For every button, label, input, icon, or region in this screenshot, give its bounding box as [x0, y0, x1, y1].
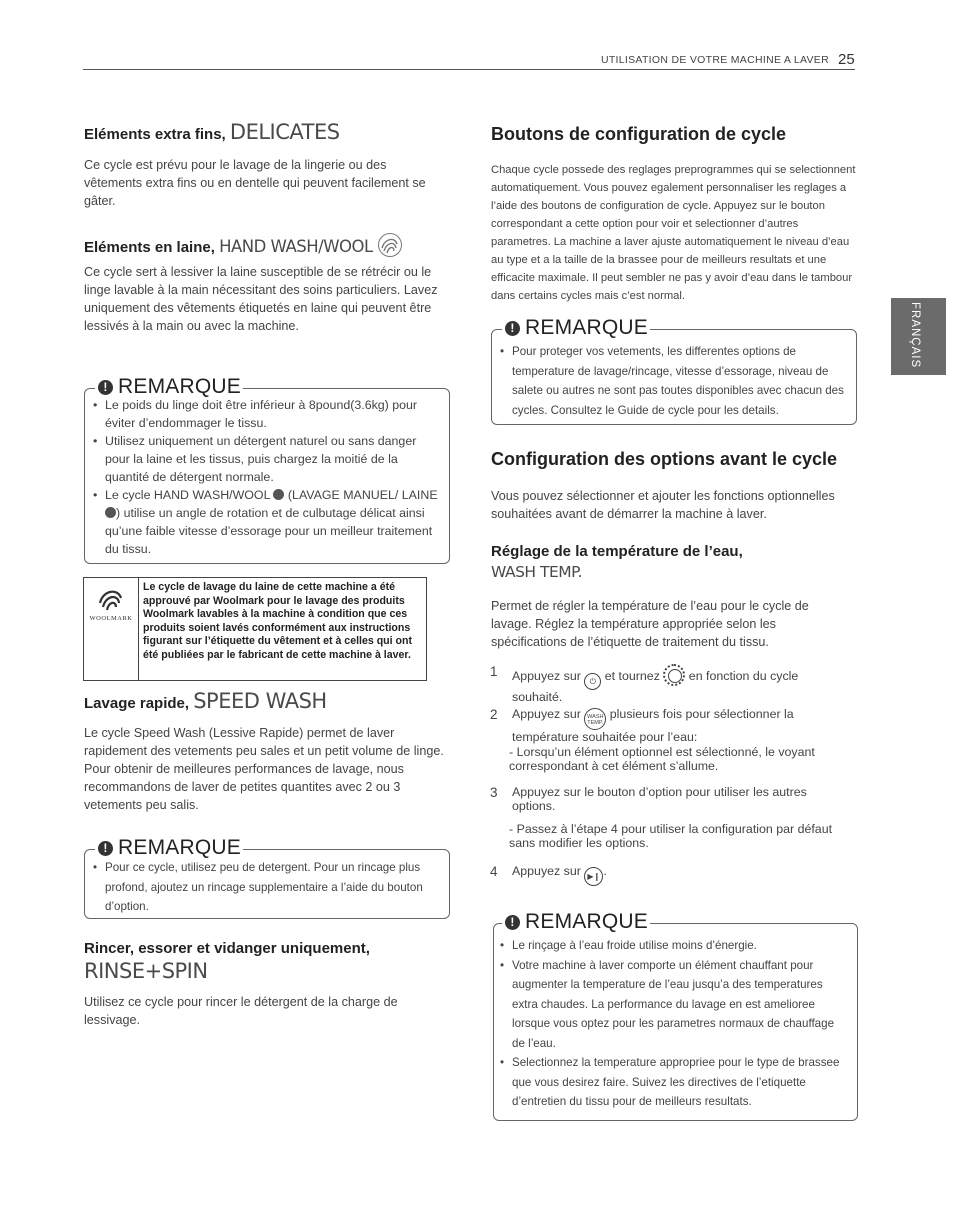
woolmark-icon	[96, 584, 126, 614]
power-button-icon[interactable]: ⏻	[584, 673, 601, 690]
note-item: • Le cycle HAND WASH/WOOL (LAVAGE MANUEL/ LAINE ) utilise un angle de rotation et de culbutage délicat ainsi qu’une faible vitesse d’essorage pour un meilleur traitement du tissu.	[91, 486, 443, 558]
step-2-sub: - Lorsqu’un élément optionnel est sélectionné, le voyant correspondant à cet élément s’allume.	[509, 745, 815, 773]
step-3-sub: - Passez à l’étape 4 pour utiliser la configuration par défaut sans modifier les options.	[509, 822, 833, 850]
page-number: 25	[838, 51, 855, 68]
exclamation-icon: !	[505, 321, 520, 336]
temp-cycle-name: WASH TEMP.	[491, 563, 582, 581]
speedwash-cycle-name: SPEED WASH	[193, 689, 327, 713]
wool-icon	[377, 232, 403, 258]
temp-heading: Réglage de la température de l’eau, WASH TEMP.	[491, 543, 743, 581]
note-handwash	[84, 375, 450, 564]
config-heading: Boutons de configuration de cycle	[491, 124, 787, 144]
temp-text: Permet de régler la température de l’eau pour le cycle de lavage. Réglez la température appropriée selon les spécifications de l’étiquette de traitement du tissu.	[491, 599, 809, 649]
cycle-dial-icon[interactable]	[663, 664, 685, 686]
wool-icon	[105, 507, 116, 518]
woolmark-text: Le cycle de lavage du laine de cette machine a été approuvé par Woolmark pour le lavage des produits Woolmark lavables à la machine à condition que ces produits soient lavés conformément aux instructions figurant sur l’étiquette du vêtement et à celles qui ont été publiées par le fabricant de cette machine à laver.	[143, 581, 413, 661]
config-text: Chaque cycle possede des reglages preprogrammes qui se selectionnent automatiquement. Vous pouvez egalement personnaliser les reglages a l’aide des boutons de configuration de cycle. Appuyez sur le bouton correspondant a cette option pour voir et selectionner d’autres parametres. La machine a laver ajuste automatiquement le niveau d’eau au type et a la taille de la brassee pour de meilleurs resultats et une efficacite maximale. Il peut sembler ne pas y avoir d’eau dans le tambour dans certains cycles mais c’est normal.	[491, 164, 856, 302]
rinse-cycle-name: RINSE+SPIN	[84, 959, 208, 983]
rinse-heading: Rincer, essorer et vidanger uniquement, RINSE+SPIN	[84, 940, 370, 983]
delicates-heading: Eléments extra fins, DELICATES	[84, 120, 340, 144]
wool-icon	[273, 489, 284, 500]
rinse-text: Utilisez ce cycle pour rincer le détergent de la charge de lessivage.	[84, 995, 398, 1027]
woolmark-logo	[84, 578, 139, 680]
language-tab	[891, 298, 946, 375]
header-rule	[83, 69, 855, 70]
woolmark-box	[83, 577, 427, 681]
note-title: ! REMARQUE	[95, 375, 243, 399]
note-item: • Utilisez uniquement un détergent naturel ou sans danger pour la laine et les tissus, puis chargez la moitié de la quantité de détergent normale.	[91, 432, 443, 486]
note-item: • Pour proteger vos vetements, les differentes options de temperature de lavage/rincage, vitesse d’essorage, niveau de salete ou autres ne sont pas toutes disponibles avec chacun des cycles. Consultez le Guide de cycle pour les details.	[498, 342, 848, 420]
exclamation-icon: !	[505, 915, 520, 930]
speedwash-text: Le cycle Speed Wash (Lessive Rapide) permet de laver rapidement des vetements peu sales et un petit volume de linge. Pour obtenir de meilleures performances de lavage, nous recommandons de laver de petites quantites avec 2 ou 3 vetements peu salis.	[84, 726, 444, 812]
exclamation-icon: !	[98, 380, 113, 395]
note-speedwash	[84, 836, 450, 919]
note-title: ! REMARQUE	[502, 910, 650, 934]
wash-temp-button-icon[interactable]: WASH TEMP.	[584, 708, 606, 730]
note-item: • Selectionnez la temperature appropriee pour le type de brassee que vous desirez faire. Suivez les directives de l’etiquette d’entretien du tissu pour de meilleurs resultats.	[498, 1053, 850, 1112]
note-item: • Le rinçage à l’eau froide utilise moins d’énergie.	[498, 936, 850, 956]
note-temperature	[493, 910, 858, 1121]
handwash-text: Ce cycle sert à lessiver la laine susceptible de se rétrécir ou le linge lavable à la main nécessitant des soins particuliers. Lavez uniquement des vêtements étiquetés en laine qui peuvent être lessivés à la main ou avec la machine.	[84, 265, 438, 333]
language-tab-label: FRANÇAIS	[909, 302, 921, 369]
exclamation-icon: !	[98, 841, 113, 856]
start-pause-button-icon[interactable]: ▶❙	[584, 867, 603, 886]
note-item: • Le poids du linge doit être inférieur à 8pound(3.6kg) pour éviter d’endommager le tissu.	[91, 396, 443, 432]
delicates-cycle-name: DELICATES	[229, 120, 340, 144]
options-text: Vous pouvez sélectionner et ajouter les fonctions optionnelles souhaitées avant de démarrer la machine à laver.	[491, 489, 835, 521]
note-item: • Votre machine à laver comporte un élément chauffant pour augmenter la temperature de l’eau jusqu’a des temperatures extra chaudes. La performance du lavage en est amelioree lorsque vous optez pour les parametres normaux de chauffage de l’eau.	[498, 956, 850, 1054]
note-item: • Pour ce cycle, utilisez peu de detergent. Pour un rincage plus profond, ajoutez un rincage supplementaire a l’aide du bouton d’option.	[91, 858, 441, 917]
delicates-text: Ce cycle est prévu pour le lavage de la lingerie ou des vêtements extra fins ou en dentelle qui peuvent facilement se gâter.	[84, 158, 426, 208]
speedwash-heading: Lavage rapide, SPEED WASH	[84, 689, 327, 713]
note-title: ! REMARQUE	[95, 836, 243, 860]
note-config	[491, 316, 857, 425]
handwash-cycle-name: HAND WASH/WOOL	[219, 237, 373, 256]
running-header: UTILISATION DE VOTRE MACHINE A LAVER	[600, 54, 829, 66]
handwash-heading: Eléments en laine, HAND WASH/WOOL	[84, 232, 403, 258]
note-title: ! REMARQUE	[502, 316, 650, 340]
woolmark-logo-text: WOOLMARK	[89, 615, 133, 622]
options-heading: Configuration des options avant le cycle	[491, 449, 838, 469]
